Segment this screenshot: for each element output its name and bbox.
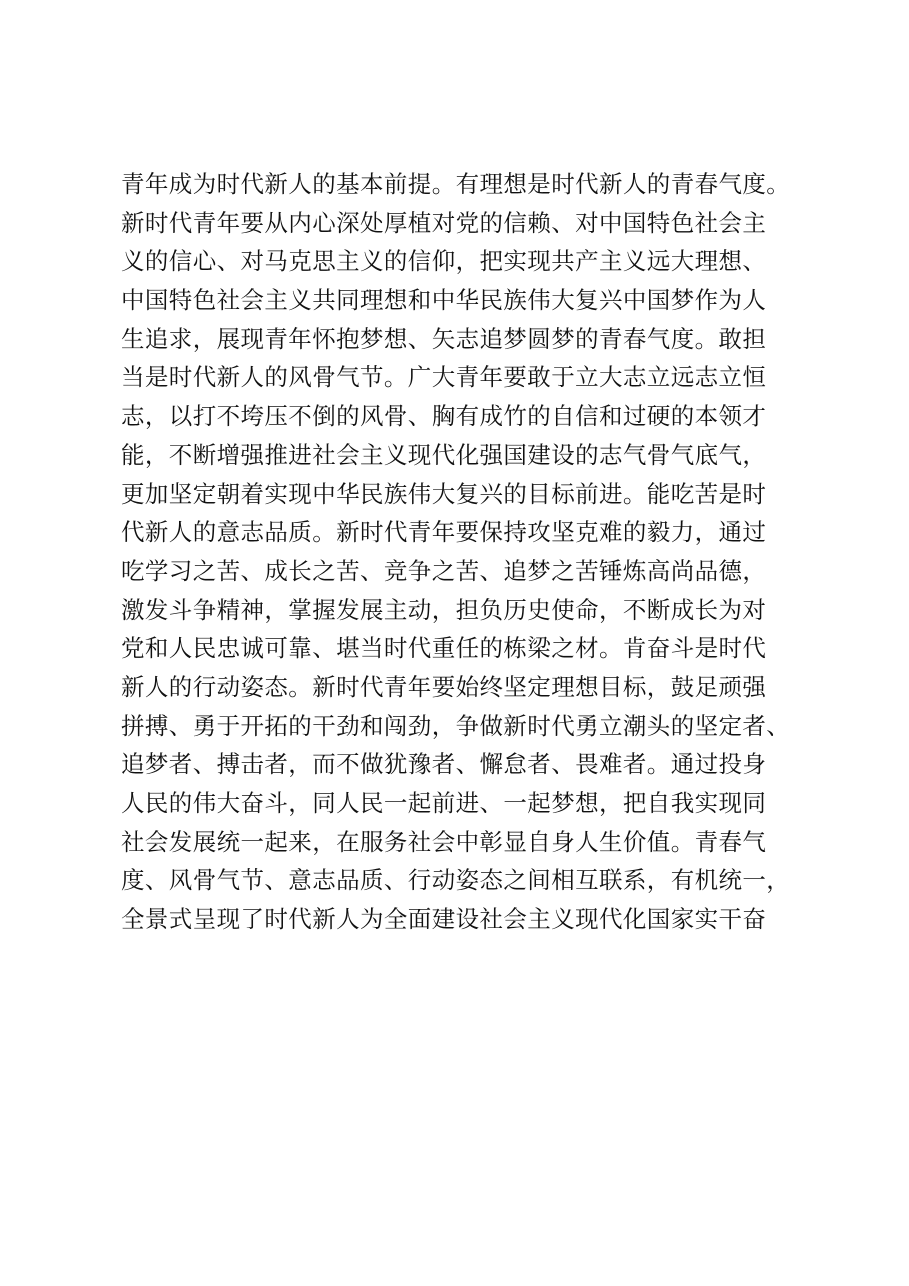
text-line: 吃学习之苦、成长之苦、竞争之苦、追梦之苦锤炼高尚品德， <box>121 556 767 585</box>
text-line: 社会发展统一起来，在服务社会中彰显自身人生价值。青春气 <box>121 827 767 856</box>
text-line: 中国特色社会主义共同理想和中华民族伟大复兴中国梦作为人 <box>121 286 767 315</box>
text-line: 新时代青年要从内心深处厚植对党的信赖、对中国特色社会主 <box>121 208 767 237</box>
text-line: 党和人民忠诚可靠、堪当时代重任的栋梁之材。肯奋斗是时代 <box>121 634 767 663</box>
text-line: 当是时代新人的风骨气节。广大青年要敢于立大志立远志立恒 <box>121 363 767 392</box>
text-line: 代新人的意志品质。新时代青年要保持攻坚克难的毅力，通过 <box>121 518 767 547</box>
text-line: 人民的伟大奋斗，同人民一起前进、一起梦想，把自我实现同 <box>121 789 767 817</box>
text-line: 志，以打不垮压不倒的风骨、胸有成竹的自信和过硬的本领才 <box>121 402 767 431</box>
text-line: 度、风骨气节、意志品质、行动姿态之间相互联系，有机统一， <box>121 866 791 895</box>
text-line: 追梦者、搏击者，而不做犹豫者、懈怠者、畏难者。通过投身 <box>121 750 767 779</box>
text-line: 青年成为时代新人的基本前提。有理想是时代新人的青春气度。 <box>121 170 791 198</box>
text-line: 拼搏、勇于开拓的干劲和闯劲，争做新时代勇立潮头的坚定者、 <box>121 711 791 740</box>
text-line: 全景式呈现了时代新人为全面建设社会主义现代化国家实干奋 <box>121 905 767 934</box>
text-line: 能，不断增强推进社会主义现代化强国建设的志气骨气底气， <box>121 440 767 469</box>
text-line: 生追求，展现青年怀抱梦想、矢志追梦圆梦的青春气度。敢担 <box>121 324 767 353</box>
body-text <box>121 165 821 939</box>
text-line: 激发斗争精神，掌握发展主动，担负历史使命，不断成长为对 <box>121 595 767 624</box>
text-line: 义的信心、对马克思主义的信仰，把实现共产主义远大理想、 <box>121 247 767 276</box>
text-line: 新人的行动姿态。新时代青年要始终坚定理想目标，鼓足顽强 <box>121 672 767 701</box>
text-line: 更加坚定朝着实现中华民族伟大复兴的目标前进。能吃苦是时 <box>121 479 767 508</box>
